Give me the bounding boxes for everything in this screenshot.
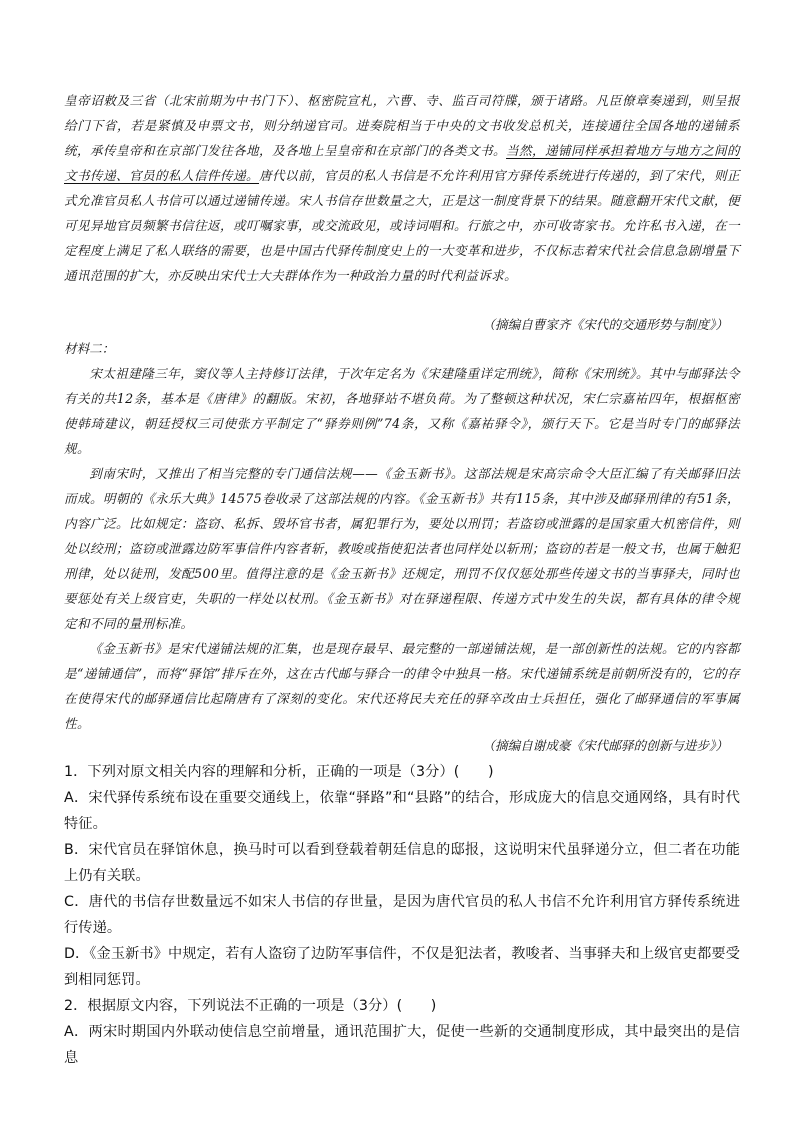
question-1-option-d: D．《金玉新书》中规定，若有人盗窃了边防军事信件，不仅是犯法者，教唆者、当事驿夫和上级官吏都要受到相同惩罚。 [64,946,740,988]
material-two-block [64,336,740,361]
citation-two: （摘编自谢成豪《宋代邮驿的创新与进步》） [482,738,728,753]
passage-one-text-a: 皇帝诏敕及三省（北宋前期为中书门下）、枢密院宣札，六曹、寺、监百司符牒，颁于诸路。凡臣僚章奏递到，则呈报给门下省，若是紧慎及申票文书，则分纳递官司。进奏院相当于中央的文书收发总机关，连接通往全国各地的递铺系统，承传皇帝和在京部门发往各地，及各地上呈皇帝和在京部门的各类文书。 [64,93,740,158]
citation-one: （摘编自曹家齐《宋代的交通形势与制度》） [482,317,728,332]
question-2-stem: 2．根据原文内容，下列说法不正确的一项是（3分）( ) [64,998,437,1014]
material-two-paragraph-1: 宋太祖建隆三年，窦仪等人主持修订法律，于次年定名为《宋建隆重详定刑统》，简称《宋刑统》。其中与邮驿法令有关的共12条，基本是《唐律》的翻版。宋初，各地驿站不堪负荷。为了整顿这种状况，宋仁宗嘉祐四年，根据枢密使韩琦建议，朝廷授权三司使张方平制定了“驿券则例”74条，又称《嘉祐驿令》，颁行天下。它是当时专门的邮驿法规。 [64,366,740,456]
passage-one-underlined-sentence: 当然，递铺同样承担着地方与地方之间的文书传递、官员的私人信件传递。 [64,143,740,183]
question-1-option-a: A．宋代驿传系统布设在重要交通线上，依靠“驿路”和“县路”的结合，形成庞大的信息交通网络，具有时代特征。 [64,790,740,832]
passage-one-tail [64,88,740,288]
question-2-option-a: A．两宋时期国内外联动使信息空前增量，通讯范围扩大，促使一些新的交通制度形成，其中最突出的是信息 [64,1024,740,1066]
material-two-body [64,361,740,736]
passage-one-paragraph [64,88,740,288]
citation-one-block [64,312,740,337]
question-1-stem: 1．下列对原文相关内容的理解和分析，正确的一项是（3分）( ) [64,764,494,780]
question-1-option-c: C．唐代的书信存世数量远不如宋人书信的存世量，是因为唐代官员的私人书信不允许利用官方驿传系统进行传递。 [64,894,740,936]
material-two-label: 材料二： [64,341,115,356]
questions-section [64,759,740,1071]
question-1-option-b: B．宋代官员在驿馆休息，换马时可以看到登载着朝廷信息的邸报，这说明宋代虽驿递分立，但二者在功能上仍有关联。 [64,842,740,884]
passage-one-text-b: 唐代以前，官员的私人书信是不允许利用官方驿传系统进行传递的，到了宋代，则正式允准官员私人书信可以通过递铺传递。宋人书信存世数量之大，正是这一制度背景下的结果。随意翻开宋代文献，便可见异地官员频繁书信往返，或叮嘱家事，或交流政见，或诗词唱和。行旅之中，亦可收寄家书。允许私书入递，在一定程度上满足了私人联络的需要，也是中国古代驿传制度史上的一大变革和进步，不仅标志着宋代社会信息急剧增量下通讯范围的扩大，亦反映出宋代士大夫群体作为一种政治力量的时代利益诉求。 [64,168,740,283]
material-two-paragraph-2: 到南宋时，又推出了相当完整的专门通信法规——《金玉新书》。这部法规是宋高宗命令大臣汇编了有关邮驿旧法而成。明朝的《永乐大典》14575卷收录了这部法规的内容。《金玉新书》共有115条，其中涉及邮驿刑律的有51条，内容广泛。比如规定：盗窃、私拆、毁坏官书者，属犯罪行为，要处以刑罚；若盗窃或泄露的是国家重大机密信件，则处以绞刑；盗窃或泄露边防军事信件内容者斩，教唆或指使犯法者也同样处以斩刑；盗窃的若是一般文书，也属于触犯刑律，处以徒刑，发配500里。值得注意的是《金玉新书》还规定，刑罚不仅仅惩处那些传递文书的当事驿夫，同时也要惩处有关上级官吏，失职的一样处以杖刑。《金玉新书》对在驿递程限、传递方式中发生的失误，都有具体的律令规定和不同的量刑标准。 [64,466,740,631]
citation-two-block [64,733,740,758]
material-two-paragraph-3: 《金玉新书》是宋代递铺法规的汇集，也是现存最早、最完整的一部递铺法规，是一部创新性的法规。它的内容都是“递铺通信”，而将“驿馆”排斥在外，这在古代邮与驿合一的律令中独具一格。宋代递铺系统是前朝所没有的，它的存在使得宋代的邮驿通信比起隋唐有了深刻的变化。宋代还将民夫充任的驿卒改由士兵担任，强化了邮驿通信的军事属性。 [64,641,740,731]
